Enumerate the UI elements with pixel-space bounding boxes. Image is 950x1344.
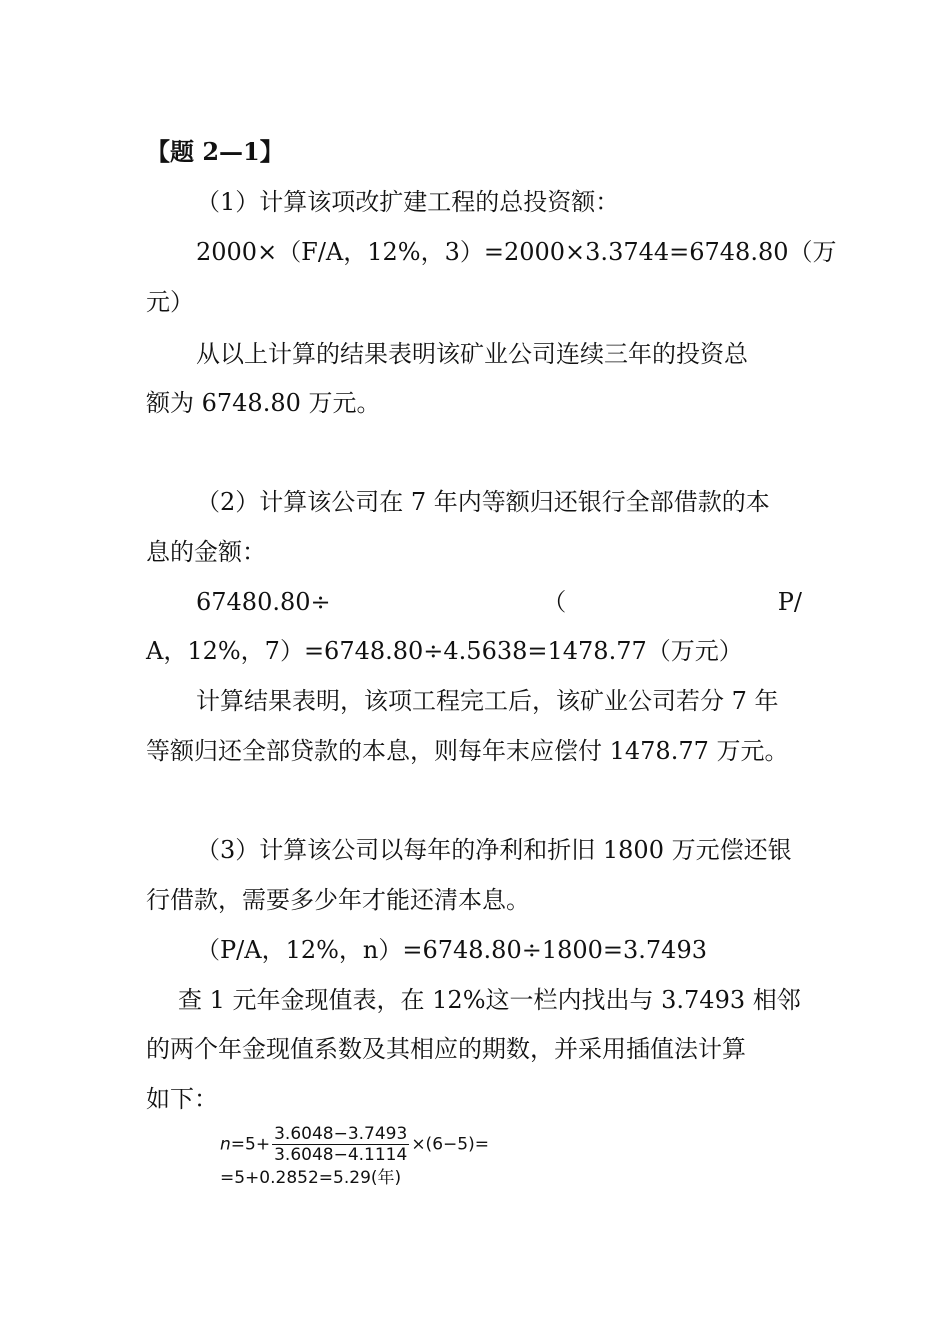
section2-formula-line2: A，12%，7）=6748.80÷4.5638=1478.77（万元）	[146, 637, 743, 665]
section2-conclusion-line2: 等额归还全部贷款的本息，则每年末应偿付 1478.77 万元。	[146, 737, 789, 765]
section2-title-line2: 息的金额：	[146, 538, 266, 566]
section3-formula: （P/A，12%，n）=6748.80÷1800=3.7493	[196, 936, 707, 964]
section2-formula-line1	[196, 587, 802, 617]
section2-formula-part2: （	[542, 588, 567, 616]
section1-formula-line1: 2000×（F/A，12%，3）=2000×3.3744=6748.80（万	[196, 238, 837, 266]
section2-formula-part3: P/	[777, 588, 802, 616]
interpolation-formula-line1	[220, 1124, 489, 1165]
interpolation-prefix: =5+	[230, 1134, 271, 1155]
interpolation-fraction	[272, 1124, 409, 1165]
section3-text-line3: 如下：	[146, 1085, 218, 1113]
interpolation-result: =5+0.2852=5.29(年)	[220, 1168, 402, 1188]
section2-conclusion-line1: 计算结果表明，该项工程完工后，该矿业公司若分 7 年	[196, 687, 779, 715]
section3-title-line2: 行借款，需要多少年才能还清本息。	[146, 886, 530, 914]
section3-text-line2: 的两个年金现值系数及其相应的期数，并采用插值法计算	[146, 1035, 746, 1063]
section2-title-line1: （2）计算该公司在 7 年内等额归还银行全部借款的本	[196, 488, 770, 516]
section1-formula-line2: 元）	[146, 288, 194, 316]
interpolation-var: n	[220, 1134, 231, 1155]
section2-formula-part1: 67480.80÷	[196, 588, 331, 616]
fraction-numerator: 3.6048−3.7493	[274, 1124, 408, 1144]
section3-text-line1: 查 1 元年金现值表，在 12%这一栏内找出与 3.7493 相邻	[178, 986, 801, 1014]
section1-title: （1）计算该项改扩建工程的总投资额：	[196, 188, 620, 216]
section1-conclusion-line1: 从以上计算的结果表明该矿业公司连续三年的投资总	[196, 340, 748, 368]
interpolation-suffix: ×(6−5)=	[411, 1134, 489, 1155]
fraction-denominator: 3.6048−4.1114	[274, 1145, 408, 1165]
section3-title-line1: （3）计算该公司以每年的净利和折旧 1800 万元偿还银	[196, 836, 792, 864]
section1-conclusion-line2: 额为 6748.80 万元。	[146, 389, 381, 417]
problem-heading: 【题 2—1】	[146, 137, 284, 166]
